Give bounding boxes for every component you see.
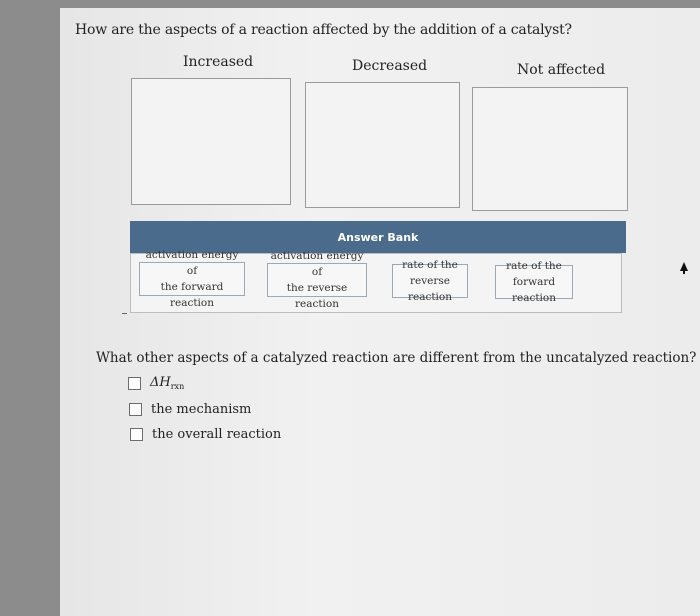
option-label xyxy=(150,375,184,391)
category-label-not-affected: Not affected xyxy=(517,62,606,78)
rxn-subscript: rxn xyxy=(170,382,185,391)
tile-line-2: reverse reaction xyxy=(407,275,453,303)
answer-tile-activation-energy-forward[interactable] xyxy=(139,249,245,309)
dropzone-decreased[interactable] xyxy=(305,82,460,208)
option-mechanism[interactable] xyxy=(129,402,251,417)
question-2-text: What other aspects of a catalyzed reaction are different from the uncatalyzed reaction? xyxy=(96,350,697,366)
question-1-text: How are the aspects of a reaction affected by the addition of a catalyst? xyxy=(75,22,572,38)
option-label: the overall reaction xyxy=(152,427,282,442)
category-label-decreased: Decreased xyxy=(352,58,428,74)
divider-mark xyxy=(122,313,127,314)
option-delta-h-rxn[interactable] xyxy=(128,375,184,391)
tile-line-2: the reverse reaction xyxy=(286,282,348,310)
answer-tile-rate-reverse[interactable] xyxy=(392,259,468,303)
option-label: the mechanism xyxy=(151,402,252,417)
dropzone-not-affected[interactable] xyxy=(472,87,628,211)
answer-bank-title: Answer Bank xyxy=(337,230,419,244)
tile-line-1: activation energy of xyxy=(145,249,239,277)
tile-line-1: rate of the xyxy=(506,260,562,272)
delta-h-symbol: ΔH xyxy=(150,375,171,390)
tile-line-2: the forward reaction xyxy=(160,281,224,309)
checkbox[interactable] xyxy=(130,428,143,441)
option-overall-reaction[interactable] xyxy=(130,427,281,442)
mouse-pointer-icon xyxy=(680,262,688,271)
checkbox[interactable] xyxy=(128,377,141,390)
dropzone-increased[interactable] xyxy=(131,78,291,205)
tile-line-2: forward reaction xyxy=(511,276,557,304)
tile-line-1: rate of the xyxy=(402,259,458,271)
answer-tile-activation-energy-reverse[interactable] xyxy=(267,250,367,310)
checkbox[interactable] xyxy=(129,403,142,416)
answer-tile-rate-forward[interactable] xyxy=(495,260,573,304)
category-label-increased: Increased xyxy=(183,54,254,70)
tile-line-1: activation energy of xyxy=(270,250,364,278)
